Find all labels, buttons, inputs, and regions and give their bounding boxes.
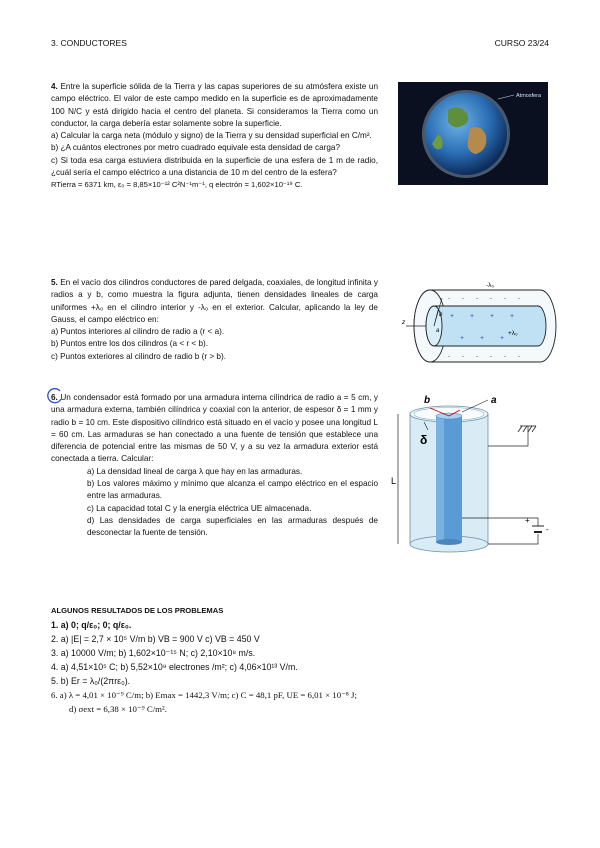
- header-right: CURSO 23/24: [494, 38, 549, 48]
- svg-text:+: +: [500, 335, 505, 342]
- result-4: 4. a) 4,51×10⁵ C; b) 5,52×10⁹ electrones /m²; c) 4,06×10¹³ V/m.: [51, 662, 298, 672]
- label-delta: δ: [420, 433, 428, 447]
- coaxial-cylinders-figure: [400, 280, 560, 372]
- problem-6-a: a) La densidad lineal de carga λ que hay en las armaduras.: [87, 466, 303, 476]
- earth-globe: [425, 93, 507, 175]
- svg-text:-: -: [490, 354, 492, 360]
- problem-5-number: 5.: [51, 278, 58, 287]
- problem-5-c: c) Puntos exteriores al cilindro de radio b (r > b).: [51, 351, 226, 361]
- label-b: b: [439, 312, 443, 318]
- problem-6-b: b) Los valores máximo y mínimo que alcanza el campo eléctrico en el espacio entre las armaduras.: [87, 479, 378, 501]
- label-z: z: [402, 319, 406, 326]
- capacitor-figure: [388, 386, 578, 556]
- svg-text:+: +: [510, 313, 515, 320]
- result-6a: 6. a) λ = 4,01 × 10⁻⁹ C/m; b) Emax = 1442,3 V/m; c) C = 48,1 pF, UE = 6,01 × 10⁻⁸ J;: [51, 690, 357, 700]
- svg-text:-: -: [462, 296, 464, 302]
- svg-text:-: -: [504, 354, 506, 360]
- svg-text:-: -: [448, 354, 450, 360]
- result-2: 2. a) |E| = 2,7 × 10⁵ V/m b) VB = 900 V c) VB = 450 V: [51, 634, 260, 644]
- result-5: 5. b) Er = λ₀/(2πrε₀).: [51, 676, 131, 686]
- battery-plus: +: [525, 516, 530, 525]
- svg-text:-: -: [476, 354, 478, 360]
- problem-4: [51, 81, 378, 192]
- ground-wire: [488, 426, 528, 446]
- problem-5-a: a) Puntos interiores al cilindro de radio a (r < a).: [51, 327, 225, 337]
- label-minus-lambda: -λ₀: [486, 282, 495, 289]
- svg-text:+: +: [460, 335, 465, 342]
- problem-6-c: c) La capacidad total C y la energía eléctrica UE almacenada.: [87, 503, 312, 513]
- label-a: a: [491, 395, 497, 406]
- problem-4-number: 4.: [51, 82, 58, 91]
- svg-text:-: -: [518, 296, 520, 302]
- problem-4-data: RTierra = 6371 km, ε₀ = 8,85×10⁻¹² C²N⁻¹m⁻¹, q electrón = 1,602×10⁻¹⁹ C.: [51, 180, 303, 190]
- label-a: a: [436, 328, 440, 334]
- label-L: L: [391, 476, 397, 486]
- svg-text:-: -: [448, 296, 450, 302]
- problem-5: [51, 277, 378, 363]
- problem-4-a: a) Calcular la carga neta (módulo y signo) de la Tierra y su densidad superficial en C/m².: [51, 131, 372, 141]
- header-left: 3. CONDUCTORES: [51, 38, 127, 48]
- inner-cylinder: [426, 306, 546, 346]
- label-plus-lambda: +λ₀: [508, 330, 518, 337]
- problem-5-intro: En el vacío dos cilindros conductores de pared delgada, coaxiales, de longitud infinita y radios a y b, como muestra la figura adjunta, tienen densidades lineales de carga uniformes +λ₀ en el cilindro interior y -λ₀ en el exterior. Calcular, aplicando la ley de Gauss, el campo eléctrico en:: [51, 278, 378, 324]
- problem-5-b: b) Puntos entre los dos cilindros (a < r < b).: [51, 339, 209, 349]
- problem-6-intro: Un condensador está formado por una armadura interna cilíndrica de radio a = 5 cm, y una armadura externa, también cilíndrica y coaxial con la anterior, de espesor δ = 1 mm y radio b = 10 cm. Este dispositivo cilíndrico está situado en el vacío y posee una longitud L = 60 cm. Las armaduras se han conectado a una fuente de tensión que establece una diferencia de potencial entre las mismas de 50 V, y a su vez la armadura exterior está conectada a tierra. Calcular:: [51, 393, 378, 464]
- earth-image: [398, 82, 548, 185]
- svg-text:-: -: [518, 354, 520, 360]
- results-section: [51, 604, 571, 716]
- inner-armature-bottom: [436, 539, 462, 545]
- svg-text:+: +: [480, 335, 485, 342]
- problem-4-b: b) ¿A cuántos electrones por metro cuadrado equivale esta densidad de carga?: [51, 143, 341, 153]
- result-1: 1. a) 0; q/ε₀; 0; q/ε₀.: [51, 620, 132, 630]
- svg-text:+: +: [490, 313, 495, 320]
- results-title: ALGUNOS RESULTADOS DE LOS PROBLEMAS: [51, 606, 224, 615]
- label-b: b: [424, 395, 431, 406]
- svg-text:-: -: [476, 296, 478, 302]
- problem-6: [51, 392, 378, 540]
- svg-text:-: -: [462, 354, 464, 360]
- problem-6-circle-mark: [46, 387, 64, 405]
- result-6b: d) σext = 6,38 × 10⁻⁹ C/m².: [69, 704, 167, 714]
- result-3: 3. a) 10000 V/m; b) 1,602×10⁻¹⁵ N; c) 2,10×10⁸ m/s.: [51, 648, 256, 658]
- problem-6-d: d) Las densidades de carga superficiales en las armaduras después de desconectar la fuente de tensión.: [87, 515, 378, 538]
- ground-symbol: [518, 426, 536, 432]
- svg-text:+: +: [470, 313, 475, 320]
- svg-text:-: -: [504, 296, 506, 302]
- inner-armature-highlight: [436, 416, 444, 542]
- atmosphere-label: Atmosfera: [516, 93, 542, 99]
- svg-text:+: +: [450, 313, 455, 320]
- problem-6-number: 6.: [51, 393, 58, 402]
- problem-4-c: c) Si toda esa carga estuviera distribuida en la superficie de una esfera de 1 m de radio, ¿cuál sería el campo eléctrico a una distancia de 10 m del centro de la esfera?: [51, 155, 378, 178]
- battery-minus: -: [546, 525, 549, 534]
- svg-text:-: -: [490, 296, 492, 302]
- problem-4-intro: Entre la superficie sólida de la Tierra y las capas superiores de su atmósfera existe un campo eléctrico. El valor de este campo medido en la superficie es de aproximadamente 100 N/C y está dirigido hacia el centro del planeta. Si consideramos la Tierra como un conductor, la carga debería estar solamente sobre la superficie.: [51, 82, 378, 128]
